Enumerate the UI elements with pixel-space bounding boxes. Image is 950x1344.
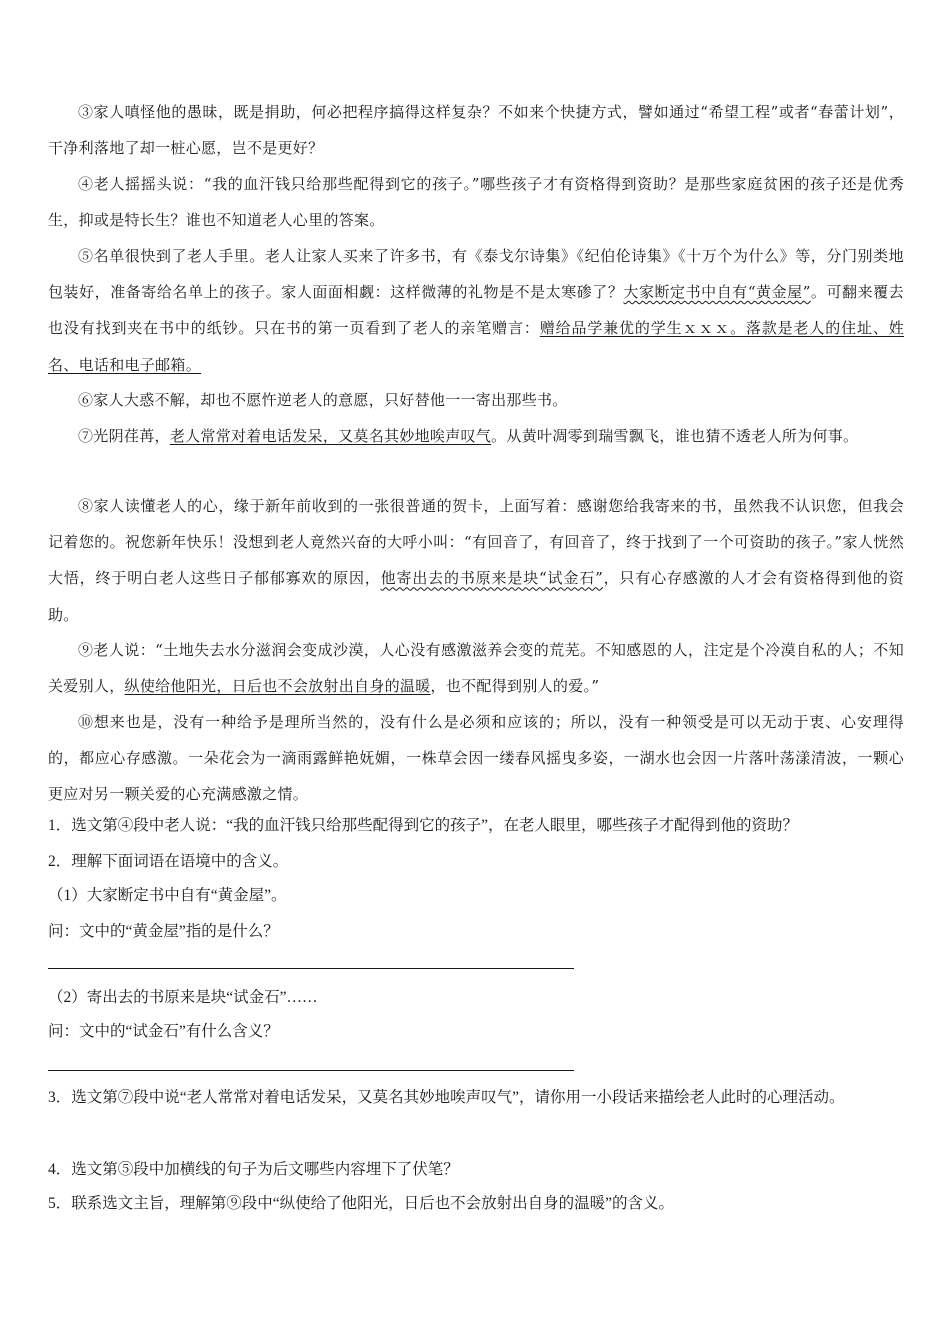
paragraph-9-underlined-sentence: 纵使给他阳光，日后也不会放射出自身的温暖 — [124, 677, 431, 696]
paragraph-9-text-c: ，也不配得到别人的爱。” — [430, 677, 600, 696]
paragraph-7-text-a: ⑦光阴荏苒， — [78, 427, 170, 445]
question-2-sub-1: （1）大家断定书中自有“黄金屋”。 — [48, 887, 287, 904]
question-5: 5．联系选文主旨，理解第⑨段中“纵使给了他阳光，日后也不会放射出自身的温暖”的含义。 — [48, 1195, 675, 1212]
paragraph-3: ③家人嗔怪他的愚昧，既是捐助，何必把程序搞得这样复杂？不如来个快捷方式，譬如通过“希望工程”或者“春蕾计划”，干净利落地了却一桩心愿，岂不是更好？ — [48, 103, 904, 158]
question-2-sub-2: （2）寄出去的书原来是块“试金石”…… — [48, 989, 318, 1006]
paragraph-9 — [48, 632, 904, 704]
paragraph-9-text-a: ⑨老人说：“土地失去水分滋润会变成沙漠，人心没有感激滋养会变的荒芜。不知感恩的人，注定是个冷漠自私的人；不知关爱别人， — [48, 641, 904, 696]
paragraph-7 — [48, 418, 904, 454]
paragraph-4: ④老人摇摇头说：“我的血汗钱只给那些配得到它的孩子。”哪些孩子才有资格得到资助？是那些家庭贫困的孩子还是优秀生，抑或是特长生？谁也不知道老人心里的答案。 — [48, 175, 904, 230]
paragraph-5 — [48, 238, 904, 383]
question-2: 2．理解下面词语在语境中的含义。 — [48, 853, 289, 870]
paragraph-5-text-a: ⑤名单很快到了老人手里。老人让家人买来了许多书，有《泰戈尔诗集》《纪伯伦诗集》《十万个为什么》等，分门别类地包装好，准备寄给名单上的孩子。家人面面相觑：这样微薄的礼物是不是太寒碜了？ — [48, 247, 904, 302]
paragraph-8 — [48, 488, 904, 633]
paragraph-5-text-c: 。可翻来覆去也没有找到夹在书中的纸钞。只在书的第一页看到了老人的亲笔赠言： — [48, 283, 904, 338]
answer-line-1[interactable] — [48, 968, 574, 969]
paragraph-8-wavy-phrase: 他寄出去的书原来是块“试金石” — [380, 569, 604, 588]
paragraph-5-underlined-sentence: 赠给品学兼优的学生ｘｘｘ。落款是老人的住址、姓名、电话和电子邮箱。 — [48, 319, 904, 374]
answer-line-2[interactable] — [48, 1070, 574, 1071]
paragraph-10: ⑩想来也是，没有一种给予是理所当然的，没有什么是必须和应该的；所以，没有一种领受是可以无动于衷、心安理得的，都应心存感激。一朵花会为一滴雨露鲜艳妩媚，一株草会因一缕春风摇曳多姿，一湖水也会因一片落叶荡漾清波，一颗心更应对另一颗关爱的心充满感激之情。 — [48, 713, 904, 804]
paragraph-7-underlined-sentence: 老人常常对着电话发呆，又莫名其妙地唉声叹气 — [169, 427, 492, 445]
question-1: 1．选文第④段中老人说：“我的血汗钱只给那些配得到它的孩子”，在老人眼里，哪些孩子才配得到他的资助？ — [48, 817, 799, 834]
paragraph-8-text-a: ⑧家人读懂老人的心，缘于新年前收到的一张很普通的贺卡，上面写着：感谢您给我寄来的书，虽然我不认识您，但我会记着您的。祝您新年快乐！没想到老人竟然兴奋的大呼小叫：“有回音了，有回音了，终于找到了一个可资助的孩子。”家人恍然大悟，终于明白老人这些日子郁郁寡欢的原因， — [48, 497, 904, 588]
question-2-sub-2-ask: 问：文中的“试金石”有什么含义？ — [48, 1023, 279, 1040]
paragraph-8-text-c: ，只有心存感激的人才会有资格得到他的资助。 — [48, 569, 905, 624]
paragraph-5-wavy-phrase: 大家断定书中自有“黄金屋” — [623, 283, 811, 302]
paragraph-7-text-c: 。从黄叶凋零到瑞雪飘飞，谁也猜不透老人所为何事。 — [491, 427, 859, 445]
question-4: 4．选文第⑤段中加横线的句子为后文哪些内容埋下了伏笔？ — [48, 1161, 459, 1178]
question-2-sub-1-ask: 问：文中的“黄金屋”指的是什么？ — [48, 923, 279, 940]
paragraph-6: ⑥家人大惑不解，却也不愿忤逆老人的意愿，只好替他一一寄出那些书。 — [78, 391, 568, 409]
question-3: 3．选文第⑦段中说“老人常常对着电话发呆，又莫名其妙地唉声叹气”，请你用一小段话来描绘老人此时的心理活动。 — [48, 1089, 845, 1106]
